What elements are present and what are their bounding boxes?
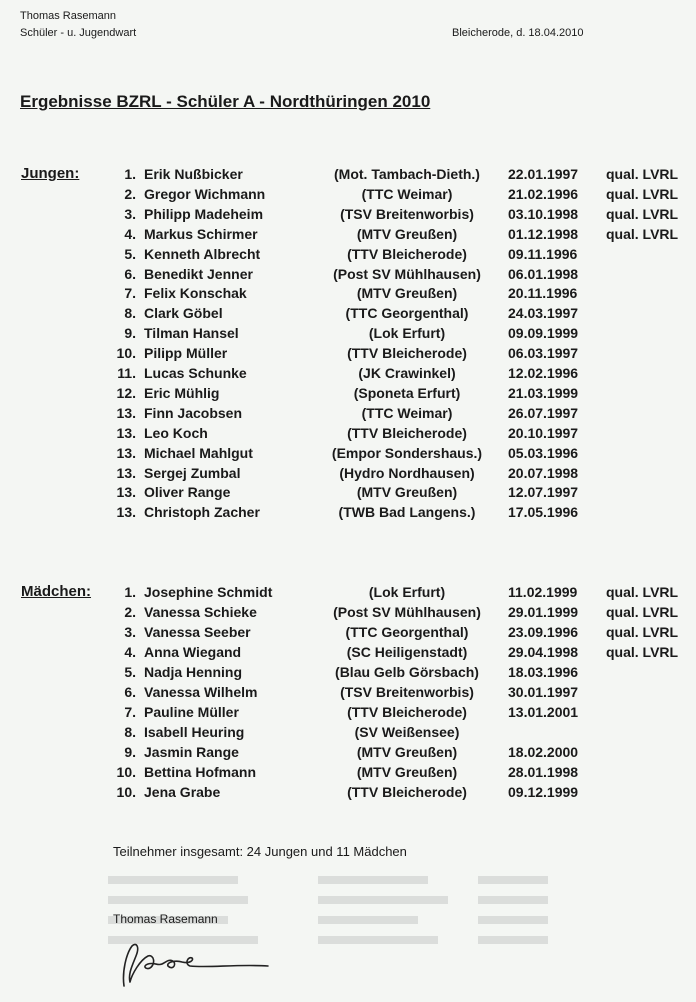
- name-cell: Christoph Zacher: [144, 504, 260, 521]
- qual-cell: qual. LVRL: [606, 225, 679, 242]
- participants-summary: Teilnehmer insgesamt: 24 Jungen und 11 Mädchen: [113, 844, 407, 859]
- date-cell: 12.02.1996: [508, 365, 579, 381]
- name-cell: Pauline Müller: [144, 704, 239, 720]
- date-cell: 11.02.1999: [508, 584, 578, 600]
- date-cell: 01.12.1998: [508, 225, 579, 242]
- qual-cell: qual. LVRL: [606, 604, 679, 620]
- date-cell: 21.02.1996: [508, 185, 579, 202]
- club-cell: (Blau Gelb Görsbach): [335, 664, 479, 680]
- rank-cell: 5.: [124, 664, 136, 680]
- rank-cell: 13.: [116, 484, 136, 501]
- author-role: Schüler - u. Jugendwart: [20, 27, 137, 39]
- club-cell: (TTC Georgenthal): [345, 624, 469, 640]
- rank-cell: 13.: [116, 464, 136, 481]
- date-cell: 30.01.1997: [508, 684, 579, 700]
- table-row: [0, 186, 696, 206]
- table-row: [0, 425, 696, 445]
- date-cell: 20.07.1998: [508, 464, 579, 481]
- date-cell: 23.09.1996: [508, 624, 579, 640]
- signature-icon: [118, 934, 278, 994]
- page-title: Ergebnisse BZRL - Schüler A - Nordthüringen 2010: [20, 92, 431, 111]
- table-row: [0, 305, 696, 325]
- qual-cell: qual. LVRL: [606, 166, 679, 182]
- name-cell: Oliver Range: [144, 484, 231, 501]
- date-cell: 13.01.2001: [508, 704, 579, 720]
- date-cell: 28.01.1998: [508, 764, 579, 780]
- club-cell: (TTC Weimar): [361, 404, 453, 421]
- table-row: [0, 246, 696, 266]
- rank-cell: 3.: [124, 624, 136, 640]
- rank-cell: 13.: [116, 444, 136, 461]
- name-cell: Nadja Henning: [144, 664, 243, 680]
- signer-name: Thomas Rasemann: [113, 912, 218, 926]
- table-row: [0, 465, 696, 485]
- rank-cell: 9.: [124, 325, 136, 342]
- name-cell: Kenneth Albrecht: [144, 245, 261, 262]
- table-row: [0, 624, 696, 644]
- club-cell: (MTV Greußen): [356, 744, 458, 760]
- qual-cell: qual. LVRL: [606, 205, 679, 222]
- name-cell: Tilman Hansel: [144, 325, 239, 342]
- name-cell: Clark Göbel: [144, 305, 223, 322]
- rank-cell: 12.: [116, 384, 136, 401]
- table-row: [0, 644, 696, 664]
- rank-cell: 3.: [124, 205, 136, 222]
- name-cell: Bettina Hofmann: [144, 764, 256, 780]
- rank-cell: 6.: [124, 684, 136, 700]
- rank-cell: 2.: [124, 604, 136, 620]
- date-cell: 21.03.1999: [508, 384, 579, 401]
- rank-cell: 11.: [117, 365, 136, 381]
- name-cell: Isabell Heuring: [144, 724, 245, 740]
- rank-cell: 6.: [124, 265, 136, 282]
- name-cell: Leo Koch: [144, 424, 208, 441]
- table-row: [0, 266, 696, 286]
- club-cell: (TTV Bleicherode): [347, 784, 467, 800]
- table-row: [0, 405, 696, 425]
- date-cell: 18.02.2000: [508, 744, 579, 760]
- rank-cell: 10.: [116, 764, 136, 780]
- club-cell: (Hydro Nordhausen): [339, 464, 475, 481]
- name-cell: Eric Mühlig: [144, 384, 220, 401]
- table-row: [0, 445, 696, 465]
- table-row: [0, 484, 696, 504]
- club-cell: (TSV Breitenworbis): [340, 205, 474, 222]
- rank-cell: 13.: [116, 404, 136, 421]
- club-cell: (MTV Greußen): [356, 225, 458, 242]
- club-cell: (Post SV Mühlhausen): [333, 604, 481, 620]
- rank-cell: 9.: [124, 744, 136, 760]
- table-row: [0, 724, 696, 744]
- rank-cell: 1.: [124, 584, 136, 600]
- rank-cell: 8.: [124, 724, 136, 740]
- name-cell: Vanessa Schieke: [144, 604, 257, 620]
- table-row: [0, 764, 696, 784]
- table-row: [0, 784, 696, 804]
- club-cell: (Lok Erfurt): [368, 325, 446, 342]
- date-cell: 20.11.1996: [508, 285, 578, 302]
- date-cell: 22.01.1997: [508, 166, 579, 182]
- date-cell: 05.03.1996: [508, 444, 579, 461]
- rank-cell: 2.: [124, 185, 136, 202]
- date-cell: 09.12.1999: [508, 784, 579, 800]
- club-cell: (MTV Greußen): [356, 285, 458, 302]
- rank-cell: 10.: [116, 345, 136, 362]
- club-cell: (Post SV Mühlhausen): [333, 265, 481, 282]
- date-cell: 24.03.1997: [508, 305, 579, 322]
- rank-cell: 4.: [124, 225, 136, 242]
- club-cell: (TWB Bad Langens.): [338, 504, 476, 521]
- date-cell: 03.10.1998: [508, 205, 579, 222]
- author-name: Thomas Rasemann: [20, 10, 116, 22]
- rank-cell: 7.: [124, 285, 136, 302]
- club-cell: (TTV Bleicherode): [347, 424, 467, 441]
- name-cell: Sergej Zumbal: [144, 464, 241, 481]
- club-cell: (TTC Georgenthal): [345, 305, 469, 322]
- name-cell: Markus Schirmer: [144, 225, 258, 242]
- date-cell: 09.09.1999: [508, 325, 579, 342]
- club-cell: (TSV Breitenworbis): [340, 684, 474, 700]
- rank-cell: 5.: [124, 245, 136, 262]
- date-cell: 26.07.1997: [508, 404, 579, 421]
- date-cell: 20.10.1997: [508, 424, 579, 441]
- table-row: [0, 226, 696, 246]
- table-row: [0, 285, 696, 305]
- club-cell: (TTV Bleicherode): [347, 704, 467, 720]
- table-row: [0, 604, 696, 624]
- club-cell: (SC Heiligenstadt): [346, 644, 468, 660]
- table-row: [0, 584, 696, 604]
- date-cell: 06.03.1997: [508, 345, 579, 362]
- rank-cell: 13.: [116, 424, 136, 441]
- name-cell: Anna Wiegand: [144, 644, 242, 660]
- club-cell: (TTV Bleicherode): [347, 245, 467, 262]
- date-cell: 29.04.1998: [508, 644, 579, 660]
- rank-cell: 13.: [116, 504, 136, 521]
- table-row: [0, 504, 696, 524]
- name-cell: Vanessa Seeber: [144, 624, 251, 640]
- table-row: [0, 385, 696, 405]
- name-cell: Gregor Wichmann: [144, 185, 266, 202]
- girls-section-label: Mädchen:: [21, 583, 92, 600]
- table-row: [0, 365, 696, 385]
- qual-cell: qual. LVRL: [606, 584, 679, 600]
- table-row: [0, 744, 696, 764]
- table-row: [0, 704, 696, 724]
- boys-section-label: Jungen:: [21, 165, 80, 182]
- name-cell: Michael Mahlgut: [144, 444, 253, 461]
- table-row: [0, 325, 696, 345]
- rank-cell: 8.: [124, 305, 136, 322]
- name-cell: Lucas Schunke: [144, 365, 247, 381]
- rank-cell: 4.: [124, 644, 136, 660]
- club-cell: (Mot. Tambach-Dieth.): [334, 166, 480, 182]
- rank-cell: 1.: [124, 166, 136, 182]
- qual-cell: qual. LVRL: [606, 644, 679, 660]
- date-cell: 06.01.1998: [508, 265, 579, 282]
- name-cell: Finn Jacobsen: [144, 404, 243, 421]
- club-cell: (MTV Greußen): [356, 484, 458, 501]
- date-cell: 18.03.1996: [508, 664, 579, 680]
- name-cell: Philipp Madeheim: [144, 205, 264, 222]
- name-cell: Benedikt Jenner: [144, 265, 253, 282]
- qual-cell: qual. LVRL: [606, 624, 679, 640]
- club-cell: (TTV Bleicherode): [347, 345, 467, 362]
- name-cell: Jena Grabe: [144, 784, 221, 800]
- name-cell: Pilipp Müller: [144, 345, 228, 362]
- name-cell: Vanessa Wilhelm: [144, 684, 258, 700]
- table-row: [0, 345, 696, 365]
- table-row: [0, 684, 696, 704]
- club-cell: (Empor Sondershaus.): [331, 444, 483, 461]
- date-cell: 29.01.1999: [508, 604, 579, 620]
- table-row: [0, 664, 696, 684]
- club-cell: (Lok Erfurt): [368, 584, 446, 600]
- table-row: [0, 166, 696, 186]
- date-cell: 17.05.1996: [508, 504, 579, 521]
- place-date: Bleicherode, d. 18.04.2010: [452, 27, 584, 39]
- qual-cell: qual. LVRL: [606, 185, 679, 202]
- name-cell: Jasmin Range: [144, 744, 239, 760]
- rank-cell: 7.: [124, 704, 136, 720]
- table-row: [0, 206, 696, 226]
- rank-cell: 10.: [116, 784, 136, 800]
- club-cell: (TTC Weimar): [361, 185, 453, 202]
- club-cell: (MTV Greußen): [356, 764, 458, 780]
- club-cell: (Sponeta Erfurt): [353, 384, 461, 401]
- date-cell: 09.11.1996: [508, 245, 578, 262]
- name-cell: Felix Konschak: [144, 285, 247, 302]
- name-cell: Josephine Schmidt: [144, 584, 273, 600]
- club-cell: (JK Crawinkel): [358, 365, 456, 381]
- name-cell: Erik Nußbicker: [144, 166, 243, 182]
- club-cell: (SV Weißensee): [354, 724, 460, 740]
- date-cell: 12.07.1997: [508, 484, 579, 501]
